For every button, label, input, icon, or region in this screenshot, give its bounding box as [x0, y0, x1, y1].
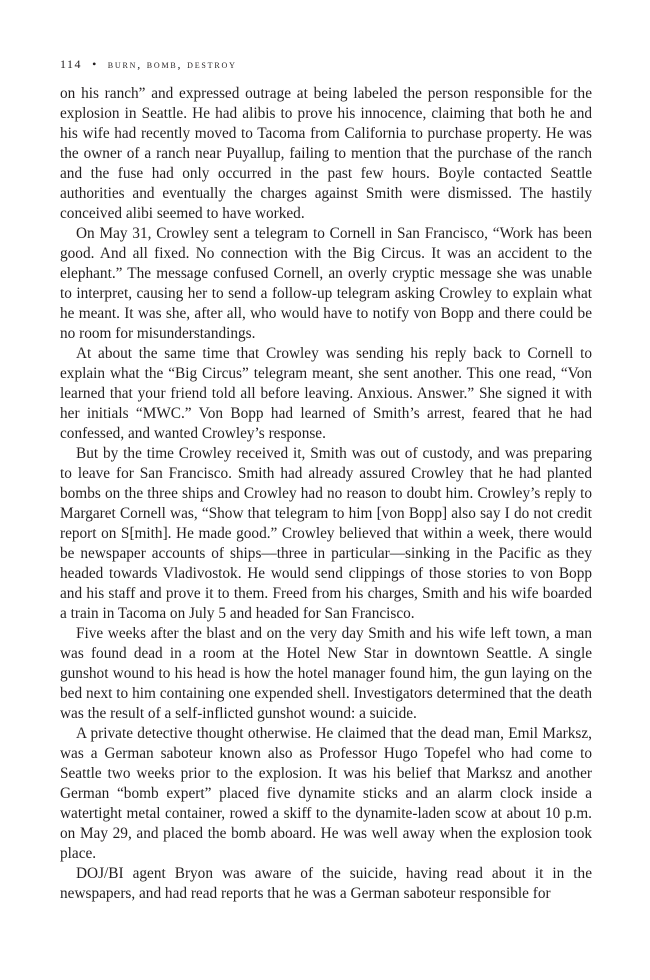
running-head — [60, 57, 237, 72]
page-number: 114 — [60, 57, 83, 71]
paragraph: A private detective thought otherwise. He claimed that the dead man, Emil Marksz, was a German saboteur known also as Professor Hugo Topefel who had come to Seattle two weeks prior to the explosion. It was his belief that Marksz and another German “bomb expert” placed five dynamite sticks and an alarm clock inside a watertight metal container, rowed a skiff to the dynamite-laden scow at about 10 p.m. on May 29, and placed the bomb aboard. He was well away when the explosion took place. — [60, 725, 592, 862]
body-text — [60, 84, 592, 904]
paragraph: But by the time Crowley received it, Smith was out of custody, and was preparing to leave for San Francisco. Smith had already assured Crowley that he had planted bombs on the three ships and Crowley had no reason to doubt him. Crowley’s reply to Margaret Cornell was, “Show that telegram to him [von Bopp] also say I do not credit report on S[mith]. He made good.” Crowley believed that within a week, there would be newspaper accounts of ships—three in particular—sinking in the Pacific as they headed towards Vladivostok. He would send clippings of those stories to von Bopp and his staff and prove it to them. Freed from his charges, Smith and his wife boarded a train in Tacoma on July 5 and headed for San Francisco. — [60, 445, 592, 622]
paragraph: on his ranch” and expressed outrage at being labeled the person responsible for the explosion in Seattle. He had alibis to prove his innocence, claiming that both he and his wife had recently moved to Tacoma from California to purchase property. He was the owner of a ranch near Puyallup, failing to mention that the purchase of the ranch and the fuse had only occurred in the past few hours. Boyle contacted Seattle authorities and eventually the charges against Smith were dismissed. The hastily conceived alibi seemed to have worked. — [60, 85, 592, 222]
paragraph: At about the same time that Crowley was sending his reply back to Cornell to explain what the “Big Circus” telegram meant, she sent another. This one read, “Von learned that your friend told all before leaving. Anxious. Answer.” She signed it with her initials “MWC.” Von Bopp had learned of Smith’s arrest, feared that he had confessed, and wanted Crowley’s response. — [60, 345, 592, 442]
header-bullet: • — [92, 57, 98, 71]
book-title: burn, bomb, destroy — [107, 57, 237, 71]
paragraph: On May 31, Crowley sent a telegram to Cornell in San Francisco, “Work has been good. And all fixed. No connection with the Big Circus. It was an accident to the elephant.” The message confused Cornell, an overly cryptic message she was unable to interpret, causing her to send a follow-up telegram asking Crowley to explain what he meant. It was she, after all, who would have to notify von Bopp and there could be no room for misunderstandings. — [60, 225, 592, 342]
paragraph: DOJ/BI agent Bryon was aware of the suicide, having read about it in the newspapers, and had read reports that he was a German saboteur responsible for — [60, 865, 592, 902]
paragraph: Five weeks after the blast and on the very day Smith and his wife left town, a man was found dead in a room at the Hotel New Star in downtown Seattle. A single gunshot wound to his head is how the hotel manager found him, the gun laying on the bed next to him containing one expended shell. Investigators determined that the death was the result of a self-inflicted gunshot wound: a suicide. — [60, 625, 592, 722]
